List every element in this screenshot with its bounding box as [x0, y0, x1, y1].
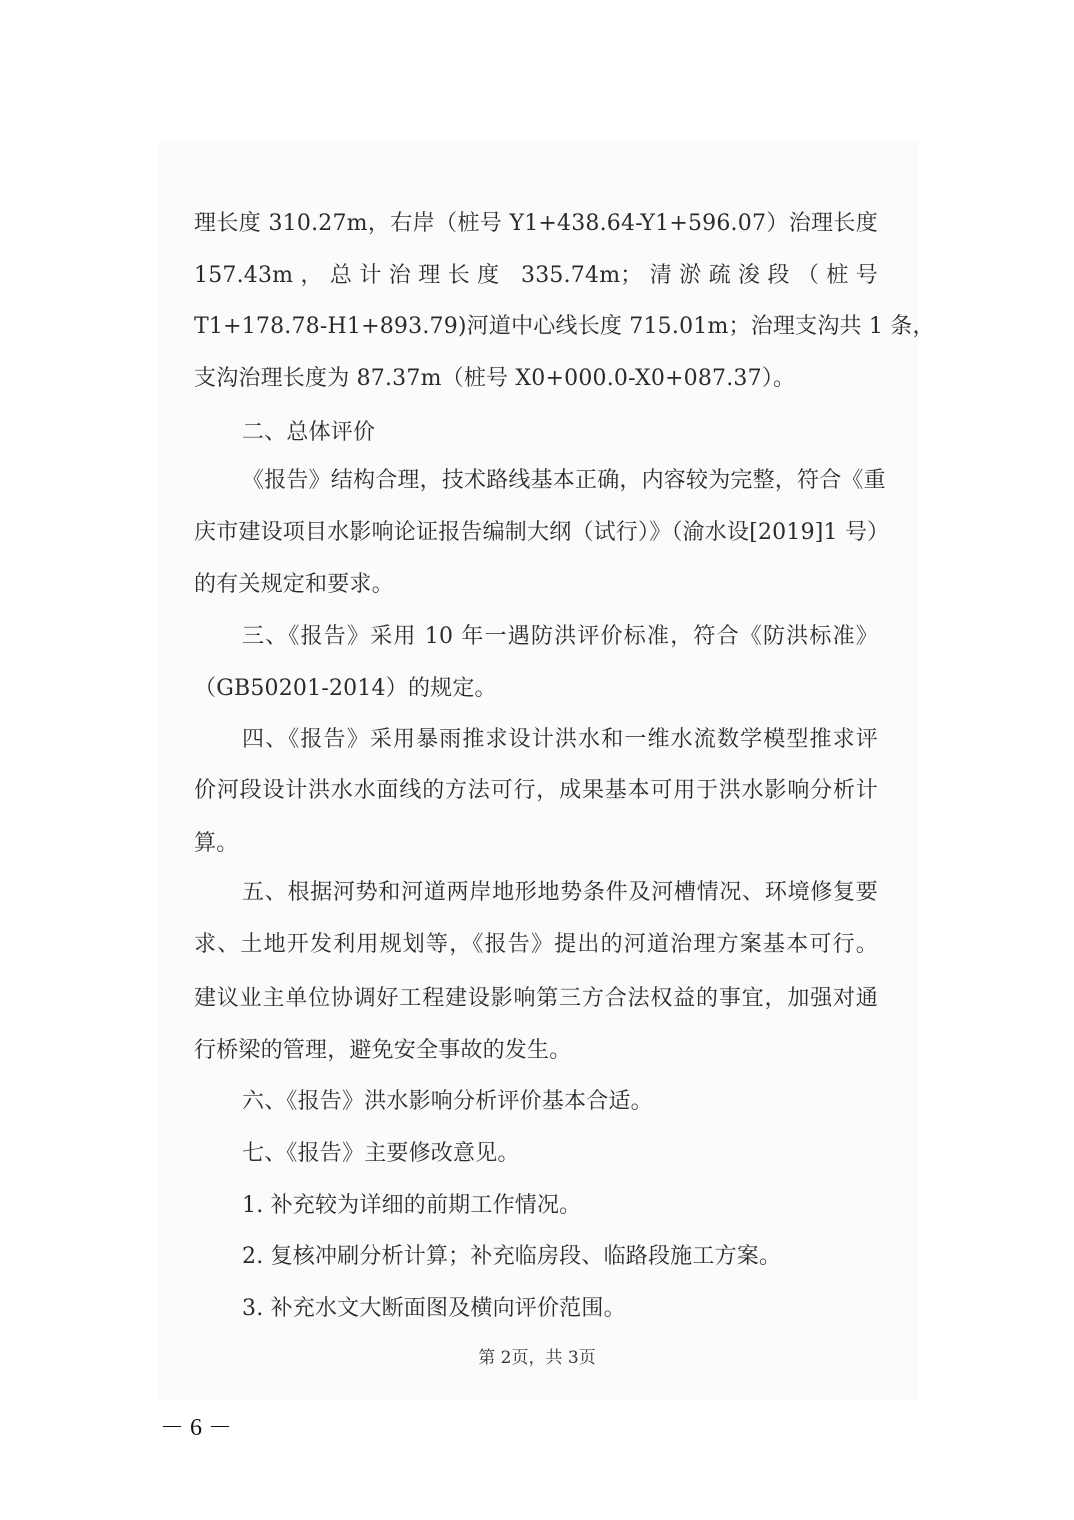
text-line: 算。 [194, 831, 239, 856]
text-line: 157.43m，总计治理长度 335.74m；清淤疏浚段（桩号 [194, 263, 878, 288]
list-item: 2. 复核冲刷分析计算；补充临房段、临路段施工方案。 [242, 1244, 782, 1269]
paragraph-first-line: 四、《报告》采用暴雨推求设计洪水和一维水流数学模型推求评 [242, 727, 878, 752]
text-line: （GB50201-2014）的规定。 [194, 676, 497, 701]
paragraph-first-line: 七、《报告》主要修改意见。 [242, 1141, 520, 1166]
text-line: 行桥梁的管理，避免安全事故的发生。 [194, 1038, 572, 1063]
paragraph-first-line: 六、《报告》洪水影响分析评价基本合适。 [242, 1089, 653, 1114]
paragraph-first-line: 三、《报告》采用 10 年一遇防洪评价标准，符合《防洪标准》 [242, 624, 878, 649]
text-line: 求、土地开发利用规划等，《报告》提出的河道治理方案基本可行。 [194, 932, 878, 957]
list-item: 3. 补充水文大断面图及横向评价范围。 [242, 1296, 626, 1321]
text-line: T1+178.78-H1+893.79)河道中心线长度 715.01m；治理支沟共 1 条， [194, 314, 935, 339]
text-line: 的有关规定和要求。 [194, 572, 394, 597]
text-line: 理长度 310.27m，右岸（桩号 Y1+438.64-Y1+596.07）治理长度 [194, 211, 878, 236]
text-line: 价河段设计洪水水面线的方法可行，成果基本可用于洪水影响分析计 [194, 778, 878, 803]
section-heading: 二、总体评价 [242, 420, 376, 445]
page-footer: 第 2页，共 3页 [478, 1348, 596, 1368]
page-number: － 6 － [160, 1415, 232, 1441]
list-item: 1. 补充较为详细的前期工作情况。 [242, 1193, 582, 1218]
text-line: 庆市建设项目水影响论证报告编制大纲（试行）》（渝水设[2019]1 号） [194, 520, 890, 545]
text-line: 支沟治理长度为 87.37m（桩号 X0+000.0-X0+087.37）。 [194, 366, 796, 391]
paragraph-first-line: 五、根据河势和河道两岸地形地势条件及河槽情况、环境修复要 [242, 880, 878, 905]
paragraph-first-line: 《报告》结构合理，技术路线基本正确，内容较为完整，符合《重 [242, 468, 886, 493]
text-line: 建议业主单位协调好工程建设影响第三方合法权益的事宜，加强对通 [194, 986, 878, 1011]
